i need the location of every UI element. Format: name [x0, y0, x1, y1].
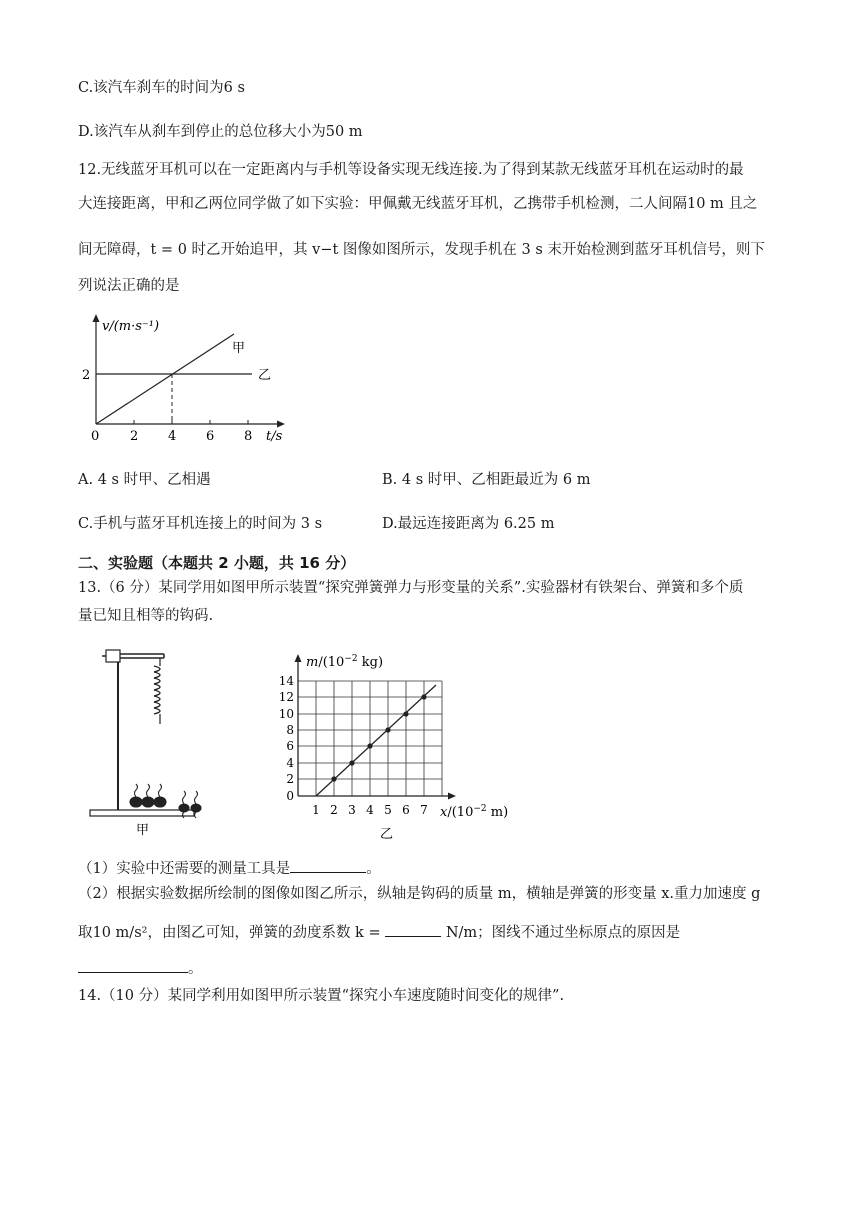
mx-ytick: 0	[286, 789, 294, 803]
mx-point	[385, 727, 390, 732]
q12-stem-line4: 列说法正确的是	[78, 278, 180, 294]
q13-sub1-end: 。	[366, 861, 381, 877]
q13-sub2-text-a: 取10 m/s²，由图乙可知，弹簧的劲度系数 k =	[78, 925, 381, 941]
mx-ytick: 14	[278, 674, 294, 688]
q11-option-d: D.该汽车从刹车到停止的总位移大小为50 m	[78, 124, 363, 140]
q13-fig-jia-apparatus	[84, 644, 214, 840]
q12-stem-line3: 间无障碍，t = 0 时乙开始追甲，其 v−t 图像如图所示，发现手机在 3 s 末开始检测到蓝牙耳机信号，则下	[78, 242, 765, 258]
q13-sub2-end: 。	[188, 961, 203, 977]
mx-point	[331, 776, 336, 781]
vt-series-jia	[96, 334, 234, 424]
vt-xtick-2: 2	[130, 429, 139, 444]
q13-stem-line2: 量已知且相等的钩码.	[78, 608, 214, 624]
q12-option-d: D.最远连接距离为 6.25 m	[382, 516, 555, 532]
mx-point	[349, 760, 354, 765]
vt-label-yi: 乙	[258, 368, 272, 383]
vt-y-arrow	[93, 314, 100, 322]
q13-sub1-text: （1）实验中还需要的测量工具是	[78, 861, 291, 877]
q13-sub2-line3	[78, 958, 203, 979]
mx-point	[403, 711, 408, 716]
q12-vt-graph	[80, 312, 300, 448]
q13-sub2-line2	[78, 922, 680, 943]
mx-ytick: 6	[286, 739, 294, 753]
q14-stem: 14.（10 分）某同学利用如图甲所示装置“探究小车速度随时间变化的规律”.	[78, 988, 565, 1004]
q13-sub2-text-b: N/m；图线不通过坐标原点的原因是	[445, 925, 681, 941]
mx-ytick: 10	[278, 707, 294, 721]
q13-fig-yi-graph	[270, 648, 520, 844]
q13-k-blank[interactable]	[385, 922, 441, 937]
q11-option-c: C.该汽车刹车的时间为6 s	[78, 80, 245, 96]
vt-xtick-4: 4	[168, 429, 177, 444]
vt-xtick-8: 8	[244, 429, 253, 444]
mx-xtick: 1	[312, 803, 320, 817]
mx-x-label: $x/(10^{-2}$ m)	[440, 804, 509, 820]
fig-yi-caption: 乙	[380, 827, 394, 842]
q12-option-c: C.手机与蓝牙耳机连接上的时间为 3 s	[78, 516, 323, 532]
section-2-title: 二、实验题（本题共 2 小题，共 16 分）	[78, 554, 356, 572]
mx-grid	[298, 681, 442, 796]
mx-ytick: 8	[286, 723, 294, 737]
mx-point	[421, 694, 426, 699]
vt-y-label: v/(m·s⁻¹)	[102, 319, 160, 334]
q13-sub1-blank[interactable]	[290, 858, 366, 873]
mx-y-label: $m/(10^{-2}$ kg)	[306, 654, 384, 670]
q12-stem-line1: 12.无线蓝牙耳机可以在一定距离内与手机等设备实现无线连接.为了得到某款无线蓝牙耳机在运动时的最	[78, 162, 744, 178]
vt-ytick-2: 2	[82, 368, 91, 383]
mx-xtick: 5	[384, 803, 392, 817]
vt-label-jia: 甲	[232, 341, 246, 356]
vt-x-arrow	[277, 421, 285, 428]
fig-jia-caption: 甲	[136, 823, 150, 838]
q12-stem-line2: 大连接距离，甲和乙两位同学做了如下实验：甲佩戴无线蓝牙耳机，乙携带手机检测，二人间隔10 m 且之	[78, 196, 758, 212]
q12-option-a: A. 4 s 时甲、乙相遇	[78, 472, 211, 488]
q13-sub1	[78, 858, 381, 879]
mx-point	[367, 743, 372, 748]
q13-reason-blank[interactable]	[78, 958, 188, 973]
mx-xtick: 3	[348, 803, 356, 817]
mx-xtick: 4	[366, 803, 374, 817]
mx-xtick: 2	[330, 803, 338, 817]
vt-xtick-6: 6	[206, 429, 215, 444]
q12-option-b: B. 4 s 时甲、乙相距最近为 6 m	[382, 472, 591, 488]
mx-x-arrow	[448, 793, 456, 800]
mx-xtick: 7	[420, 803, 428, 817]
vt-xtick-0: 0	[91, 429, 100, 444]
q13-stem-line1: 13.（6 分）某同学用如图甲所示装置“探究弹簧弹力与形变量的关系”.实验器材有铁架台、弹簧和多个质	[78, 580, 744, 596]
mx-ytick: 2	[286, 772, 294, 786]
mx-ytick: 12	[278, 690, 294, 704]
mx-ytick: 4	[286, 756, 294, 770]
vt-x-label: t/s	[266, 429, 283, 444]
mx-xtick: 6	[402, 803, 410, 817]
mx-y-arrow	[295, 654, 302, 662]
q13-sub2-line1: （2）根据实验数据所绘制的图像如图乙所示，纵轴是钩码的质量 m，横轴是弹簧的形变量 x.重力加速度 g	[78, 886, 761, 902]
